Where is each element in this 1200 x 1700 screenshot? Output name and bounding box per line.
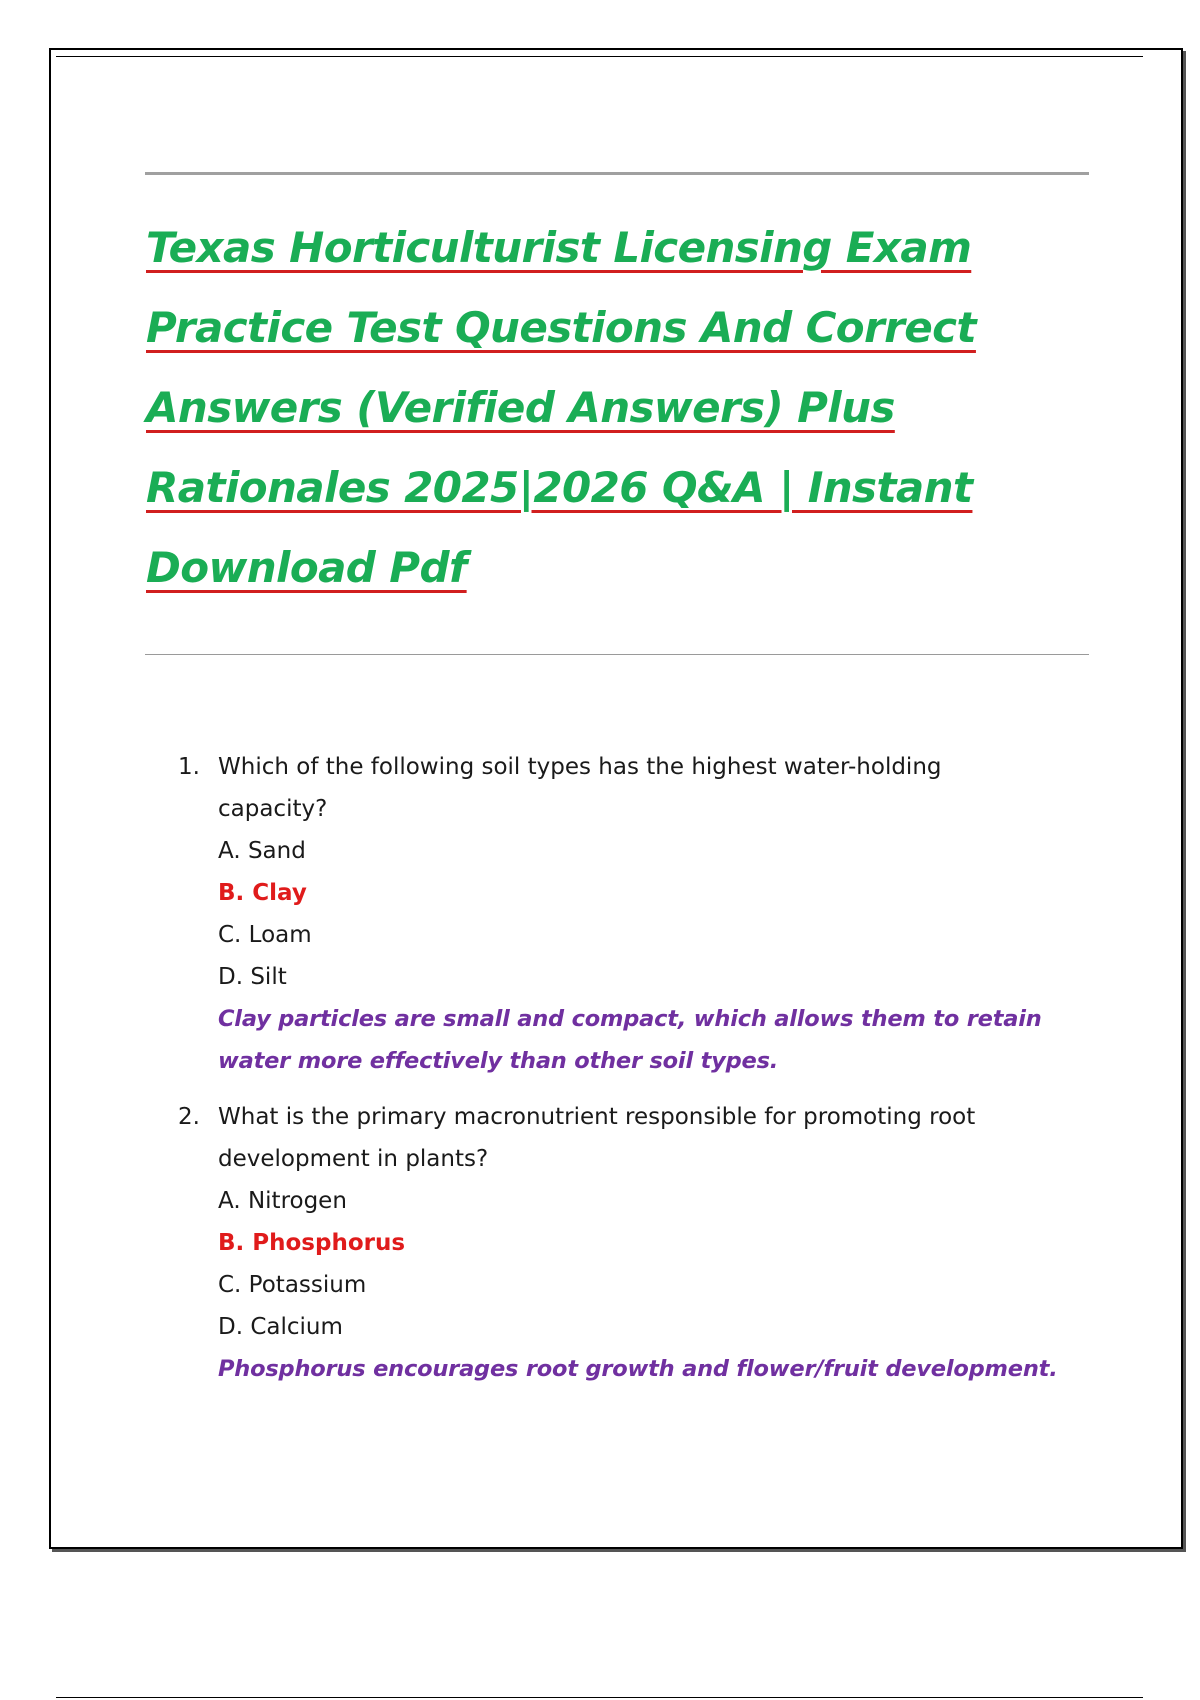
correct-answer-option: B. Phosphorus xyxy=(218,1230,406,1256)
answer-option: A. Nitrogen xyxy=(218,1188,347,1214)
title-line: Rationales 2025|2026 Q&A | Instant xyxy=(146,463,973,512)
rationale-text: Clay particles are small and compact, which allows them to retain xyxy=(218,1006,1042,1032)
document-title xyxy=(146,208,1086,608)
answer-option: D. Silt xyxy=(218,964,287,990)
answer-option: C. Potassium xyxy=(218,1272,367,1298)
title-top-divider xyxy=(145,172,1089,175)
question-number: 1. xyxy=(178,754,200,780)
answer-option: C. Loam xyxy=(218,922,312,948)
question-item xyxy=(176,1096,1076,1390)
question-list xyxy=(176,746,1076,1404)
answer-option: D. Calcium xyxy=(218,1314,343,1340)
header-rule xyxy=(56,56,1143,57)
question-number: 2. xyxy=(178,1104,200,1130)
question-text: What is the primary macronutrient responsible for promoting root xyxy=(218,1104,976,1130)
title-line: Answers (Verified Answers) Plus xyxy=(146,383,895,432)
question-item xyxy=(176,746,1076,1082)
title-bottom-divider xyxy=(145,654,1089,655)
rationale-text: Phosphorus encourages root growth and flower/fruit development. xyxy=(218,1356,1058,1382)
answer-option: A. Sand xyxy=(218,838,306,864)
title-line: Download Pdf xyxy=(146,543,467,592)
footer-rule xyxy=(56,1697,1143,1698)
question-text: capacity? xyxy=(218,796,328,822)
title-line: Texas Horticulturist Licensing Exam xyxy=(146,223,972,272)
question-text: Which of the following soil types has the highest water-holding xyxy=(218,754,942,780)
question-text: development in plants? xyxy=(218,1146,489,1172)
correct-answer-option: B. Clay xyxy=(218,880,307,906)
rationale-text: water more effectively than other soil types. xyxy=(218,1048,779,1074)
title-line: Practice Test Questions And Correct xyxy=(146,303,976,352)
